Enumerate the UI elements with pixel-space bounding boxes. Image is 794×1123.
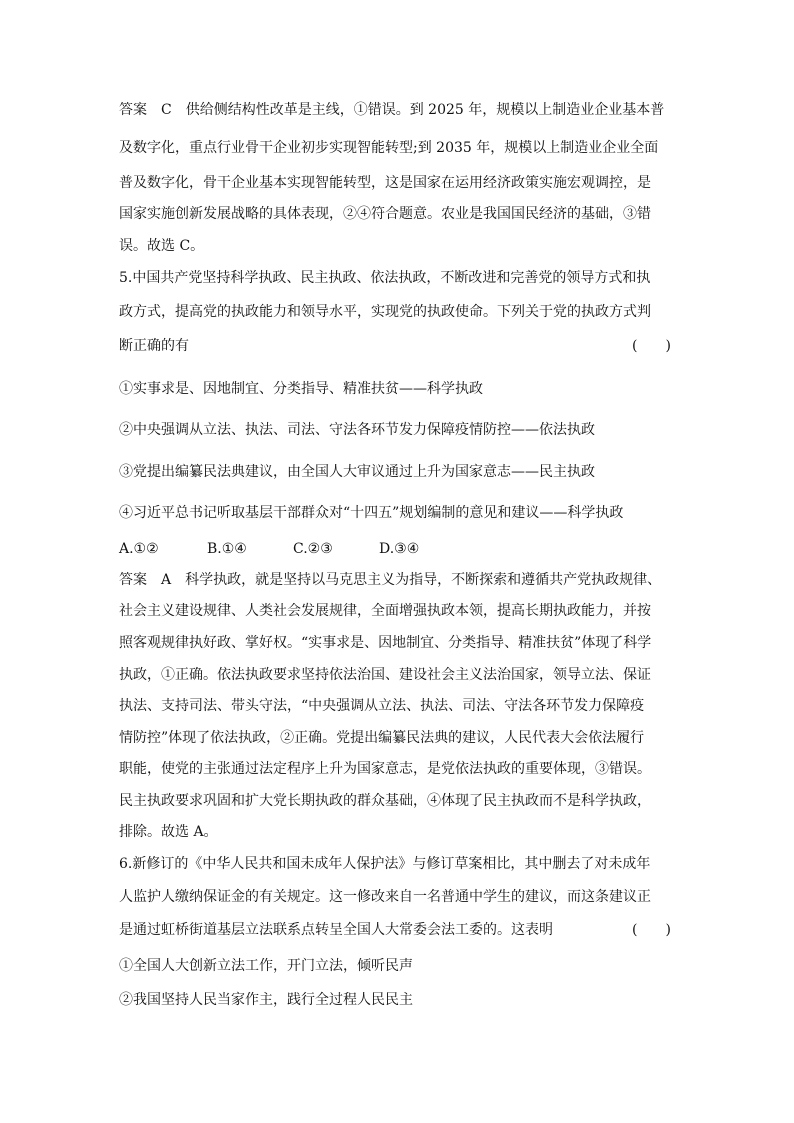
q5-answer-line-5: 执法、支持司法、带头守法，“中央强调从立法、执法、司法、守法各环节发力保障疫	[119, 698, 645, 714]
q5-item-1: ①实事求是、因地制宜、分类指导、精准扶贫——科学执政	[119, 381, 483, 397]
q6-item-2: ②我国坚持人民当家作主，践行全过程人民民主	[119, 992, 413, 1008]
q5-stem-line-3: 断正确的有	[119, 338, 189, 354]
answer4-line-3: 普及数字化，骨干企业基本实现智能转型，这是国家在运用经济政策实施宏观调控，是	[119, 175, 651, 191]
q5-item-3: ③党提出编纂民法典建议，由全国人大审议通过上升为国家意志——民主执政	[119, 464, 595, 480]
q5-answer-line-3: 照客观规律执好政、掌好权。“实事求是、因地制宜、分类指导、精准扶贫”体现了科学	[119, 635, 652, 651]
q6-stem-line-3: 是通过虹桥街道基层立法联系点转呈全国人大常委会法工委的。这表明	[119, 922, 553, 938]
q5-answer-bracket: ( )	[632, 338, 671, 354]
q5-item-2: ②中央强调从立法、执法、司法、守法各环节发力保障疫情防控——依法执政	[119, 422, 595, 438]
q5-option-c: C.②③	[293, 541, 333, 557]
q6-answer-bracket: ( )	[632, 922, 671, 938]
q5-answer-line-6: 情防控”体现了依法执政，②正确。党提出编纂民法典的建议，人民代表大会依法履行	[119, 730, 645, 746]
q5-stem-line-2: 政方式，提高党的执政能力和领导水平，实现党的执政使命。下列关于党的执政方式判	[119, 304, 651, 320]
answer4-line-5: 误。故选 C。	[119, 238, 205, 254]
answer4-line-1: 答案 C 供给侧结构性改革是主线，①错误。到 2025 年，规模以上制造业企业基本普	[119, 102, 665, 118]
q6-item-1: ①全国人大创新立法工作，开门立法，倾听民声	[119, 958, 413, 974]
q5-answer-line-4: 执政，①正确。依法执政要求坚持依法治国、建设社会主义法治国家，领导立法、保证	[119, 667, 651, 683]
answer4-line-4: 国家实施创新发展战略的具体表现，②④符合题意。农业是我国国民经济的基础，③错	[119, 206, 651, 222]
q5-answer-line-8: 民主执政要求巩固和扩大党长期执政的群众基础，④体现了民主执政而不是科学执政，	[119, 793, 651, 809]
q5-option-b: B.①④	[207, 541, 247, 557]
answer4-line-2: 及数字化，重点行业骨干企业初步实现智能转型;到 2035 年，规模以上制造业企业全面	[119, 140, 659, 156]
q5-answer-line-9: 排除。故选 A。	[119, 824, 218, 840]
q6-stem-line-2: 人监护人缴纳保证金的有关规定。这一修改来自一名普通中学生的建议，而这条建议正	[119, 889, 651, 905]
q5-option-d: D.③④	[379, 541, 420, 557]
q5-item-4: ④习近平总书记听取基层干部群众对“十四五”规划编制的意见和建议——科学执政	[119, 505, 624, 521]
q5-answer-line-2: 社会主义建设规律、人类社会发展规律，全面增强执政本领，提高长期执政能力，并按	[119, 603, 651, 619]
q5-options	[119, 539, 419, 559]
q5-answer-line-7: 职能，使党的主张通过法定程序上升为国家意志，是党依法执政的重要体现，③错误。	[119, 761, 651, 777]
q5-answer-line-1: 答案 A 科学执政，就是坚持以马克思主义为指导，不断探索和遵循共产党执政规律、	[119, 572, 662, 588]
q5-option-a: A.①②	[119, 541, 159, 557]
q5-stem-line-1: 5.中国共产党坚持科学执政、民主执政、依法执政，不断改进和完善党的领导方式和执	[119, 270, 651, 286]
q6-stem-line-1: 6.新修订的《中华人民共和国未成年人保护法》与修订草案相比，其中删去了对未成年	[119, 856, 651, 872]
